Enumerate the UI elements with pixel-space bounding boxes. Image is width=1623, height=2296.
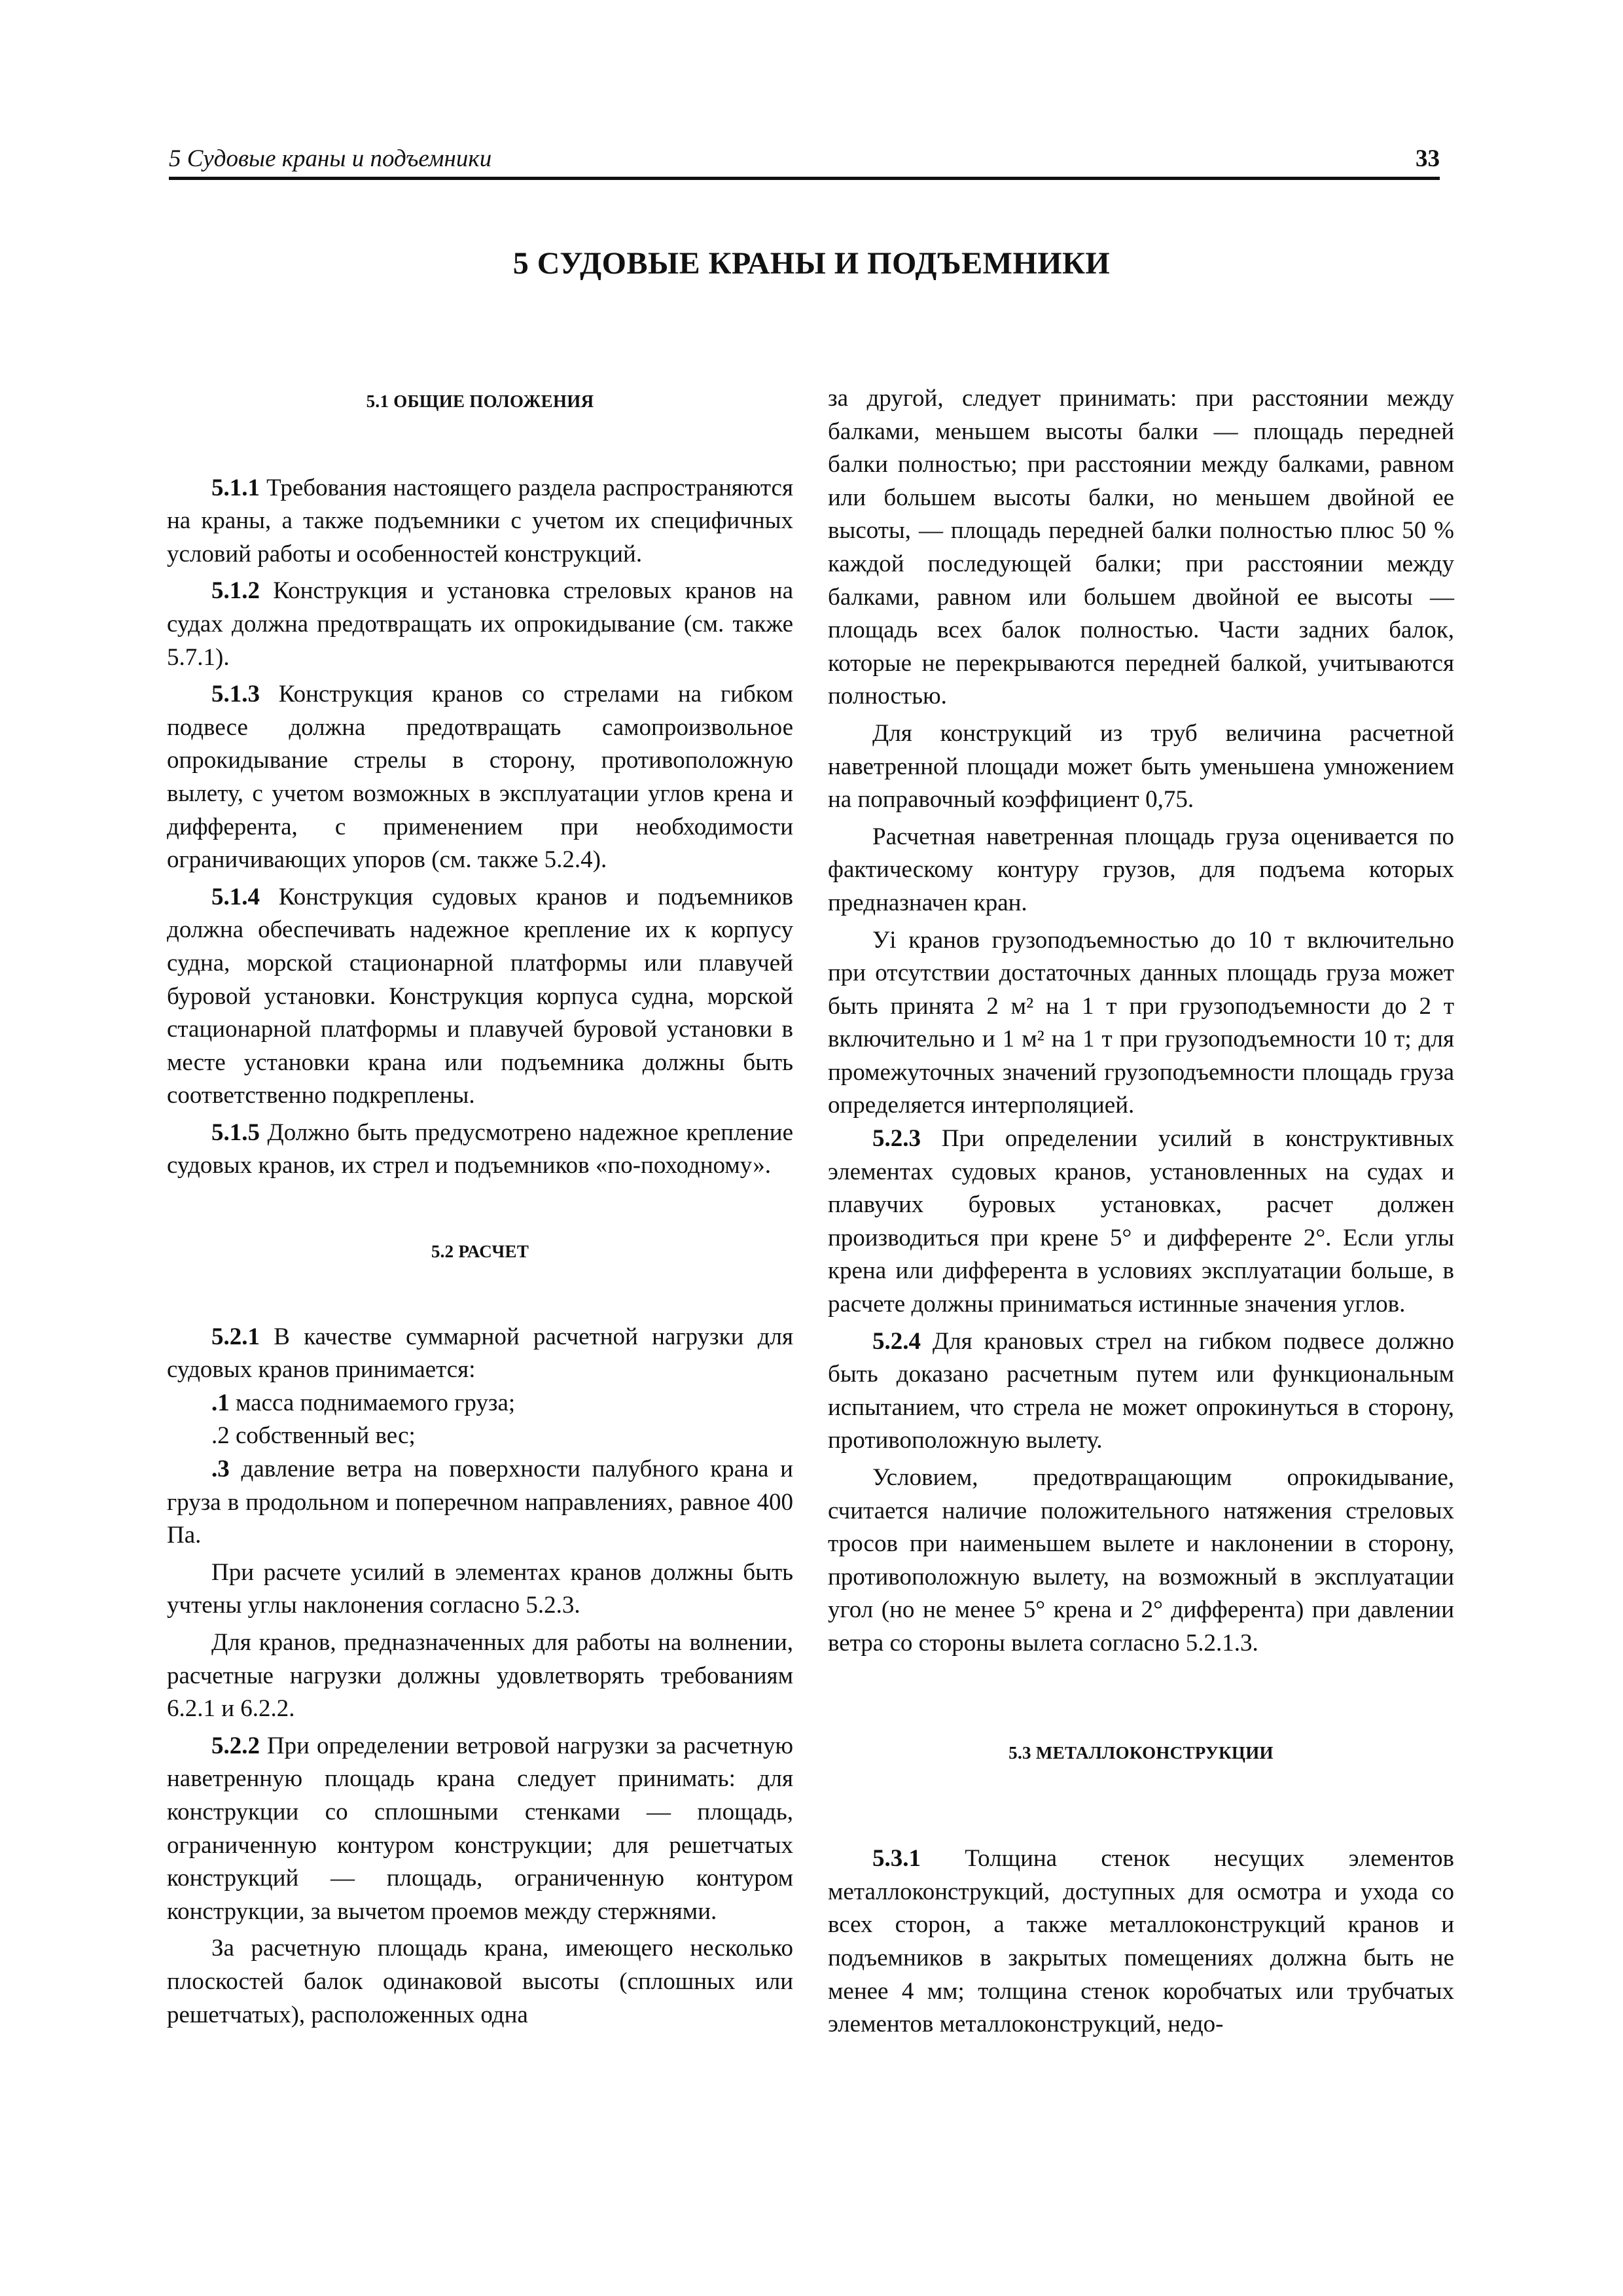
paragraph-5-2-4 <box>828 1325 1454 1458</box>
clause-number: 5.1.2 <box>211 577 260 605</box>
paragraph-5-1-2 <box>167 575 793 674</box>
clause-number: 5.1.3 <box>211 681 260 708</box>
paragraph-condition: Условием, предотвращающим опрокидывание, считается наличие положительного натяжения стреловых тросов при наименьшем вылете и наклонении в сторону, противоположную вылету, на возможный в эксплуатации угол (но не менее 5° крена и 2° дифферента) при давлении ветра со стороны вылета согласно 5.2.1.3. <box>828 1464 1454 1657</box>
section-heading-5-2: 5.2 РАСЧЕТ <box>431 1242 529 1262</box>
page-number: 33 <box>1416 145 1440 172</box>
item-text: масса поднимаемого груза; <box>229 1389 516 1416</box>
clause-text: Конструкция и установка стреловых кранов на судах должна предотвращать их опрокидывание (см. также 5.7.1). <box>167 577 793 671</box>
paragraph-5-2-1 <box>167 1321 793 1387</box>
clause-text: Конструкция кранов со стрелами на гибком подвесе должна предотвращать самопроизвольное опрокидывание стрелы в сторону, противоположную вылету, с учетом возможных в эксплуатации углов крена и дифферента, с применением при необходимости ограничивающих упоров (см. также 5.2.4). <box>167 681 793 874</box>
paragraph-cargo-area: Расчетная наветренная площадь груза оценивается по фактическому контуру грузов, для подъема которых предназначен кран. <box>828 823 1454 916</box>
item-number: .1 <box>211 1389 230 1416</box>
list-item-3 <box>167 1453 793 1552</box>
left-column <box>167 385 793 2032</box>
section-heading-5-1: 5.1 ОБЩИЕ ПОЛОЖЕНИЯ <box>366 391 594 411</box>
clause-text: Требования настоящего раздела распространяются на краны, а также подъемники с учетом их специфичных условий работы и особенностей конструкций. <box>167 474 793 567</box>
paragraph-5-1-4 <box>167 881 793 1113</box>
clause-text: Конструкция судовых кранов и подъемников должна обеспечивать надежное крепление их к корпусу судна, морской стационарной платформы или плавучей буровой установки. Конструкция корпуса судна, морской стационарной платформы и плавучей буровой установки в месте установки крана или подъемника должны быть соответственно подкреплены. <box>167 883 793 1109</box>
clause-text: Для крановых стрел на гибком подвесе должно быть доказано расчетным путем или функциональным испытанием, что стрела не может опрокинуться в сторону, противоположную вылету. <box>828 1327 1454 1454</box>
clause-number: 5.2.4 <box>872 1327 921 1355</box>
running-header <box>169 144 1440 180</box>
right-column <box>828 382 1454 2041</box>
paragraph-angles: При расчете усилий в элементах кранов должны быть учтены углы наклонения согласно 5.2.3. <box>167 1558 793 1619</box>
running-header-chapter: 5 Судовые краны и подъемники <box>169 145 492 172</box>
paragraph-waves: Для кранов, предназначенных для работы на волнении, расчетные нагрузки должны удовлетворять требованиям 6.2.1 и 6.2.2. <box>167 1629 793 1723</box>
clause-text: При определении усилий в конструктивных элементах судовых кранов, установленных на судах и плавучих буровых установках, расчет должен производиться при крене 5° и дифференте 2°. Если углы крена или дифферента в условиях эксплуатации больше, в расчете должны приниматься истинные значения углов. <box>828 1125 1454 1318</box>
paragraph-capacity: Уі кранов грузоподъемностью до 10 т включительно при отсутствии достаточных данных площадь груза может быть принята 2 м² на 1 т при грузоподъемности до 2 т включительно и 1 м² на 1 т при грузоподъемности 10 т; для промежуточных значений грузоподъемности площадь груза определяется интерполяцией. <box>828 926 1454 1119</box>
item-text: давление ветра на поверхности палубного крана и груза в продольном и поперечном направлениях, равное 400 Па. <box>167 1456 793 1549</box>
paragraph-5-1-3 <box>167 678 793 877</box>
list-item-2: .2 собственный вес; <box>211 1422 416 1450</box>
section-heading-5-3: 5.3 МЕТАЛЛОКОНСТРУКЦИИ <box>1008 1742 1274 1763</box>
list-item-1 <box>167 1387 793 1420</box>
paragraph-5-1-1 <box>167 472 793 571</box>
clause-text: В качестве суммарной расчетной нагрузки для судовых кранов принимается: <box>167 1323 793 1384</box>
clause-number: 5.2.1 <box>211 1323 260 1350</box>
clause-text: При определении ветровой нагрузки за расчетную наветренную площадь крана следует принимать: для конструкции со сплошными стенками — площадь, ограниченную контуром конструкции; для решетчатых конструкций — площадь, ограниченную контуром конструкции, за вычетом проемов между стержнями. <box>167 1732 793 1925</box>
clause-text: Должно быть предусмотрено надежное крепление судовых кранов, их стрел и подъемников «по-походному». <box>167 1119 793 1179</box>
paragraph-area-continued: за другой, следует принимать: при расстоянии между балками, меньшем высоты балки — площадь передней балки полностью; при расстоянии между балками, равном или большем высоты балки, но меньшем двойной ее высоты, — площадь передней балки полностью плюс 50 % каждой последующей балки; при расстоянии между балками, равном или большем двойной ее высоты — площадь всех балок полностью. Части задних балок, которые не перекрываются передней балкой, учитываются полностью. <box>828 385 1454 710</box>
paragraph-5-2-3 <box>828 1122 1454 1321</box>
clause-number: 5.1.4 <box>211 883 260 910</box>
clause-number: 5.2.2 <box>211 1732 260 1759</box>
paragraph-area-start: За расчетную площадь крана, имеющего несколько плоскостей балок одинаковой высоты (сплошных или решетчатых), расположенных одна <box>167 1935 793 2028</box>
clause-number: 5.1.1 <box>211 474 260 501</box>
paragraph-5-1-5 <box>167 1117 793 1183</box>
clause-number: 5.2.3 <box>872 1125 921 1153</box>
clause-number: 5.3.1 <box>872 1845 921 1873</box>
paragraph-5-3-1 <box>828 1842 1454 2041</box>
paragraph-5-2-2 <box>167 1730 793 1929</box>
clause-number: 5.1.5 <box>211 1119 260 1146</box>
chapter-title: 5 СУДОВЫЕ КРАНЫ И ПОДЪЕМНИКИ <box>512 246 1111 281</box>
clause-text: Толщина стенок несущих элементов металлоконструкций, доступных для осмотра и ухода со всех сторон, а также металлоконструкций кранов и подъемников в закрытых помещениях должна быть не менее 4 мм; толщина стенок коробчатых или трубчатых элементов металлоконструкций, недо- <box>828 1845 1454 2038</box>
paragraph-pipes: Для конструкций из труб величина расчетной наветренной площади может быть уменьшена умножением на поправочный коэффициент 0,75. <box>828 719 1454 814</box>
item-number: .3 <box>211 1456 230 1483</box>
